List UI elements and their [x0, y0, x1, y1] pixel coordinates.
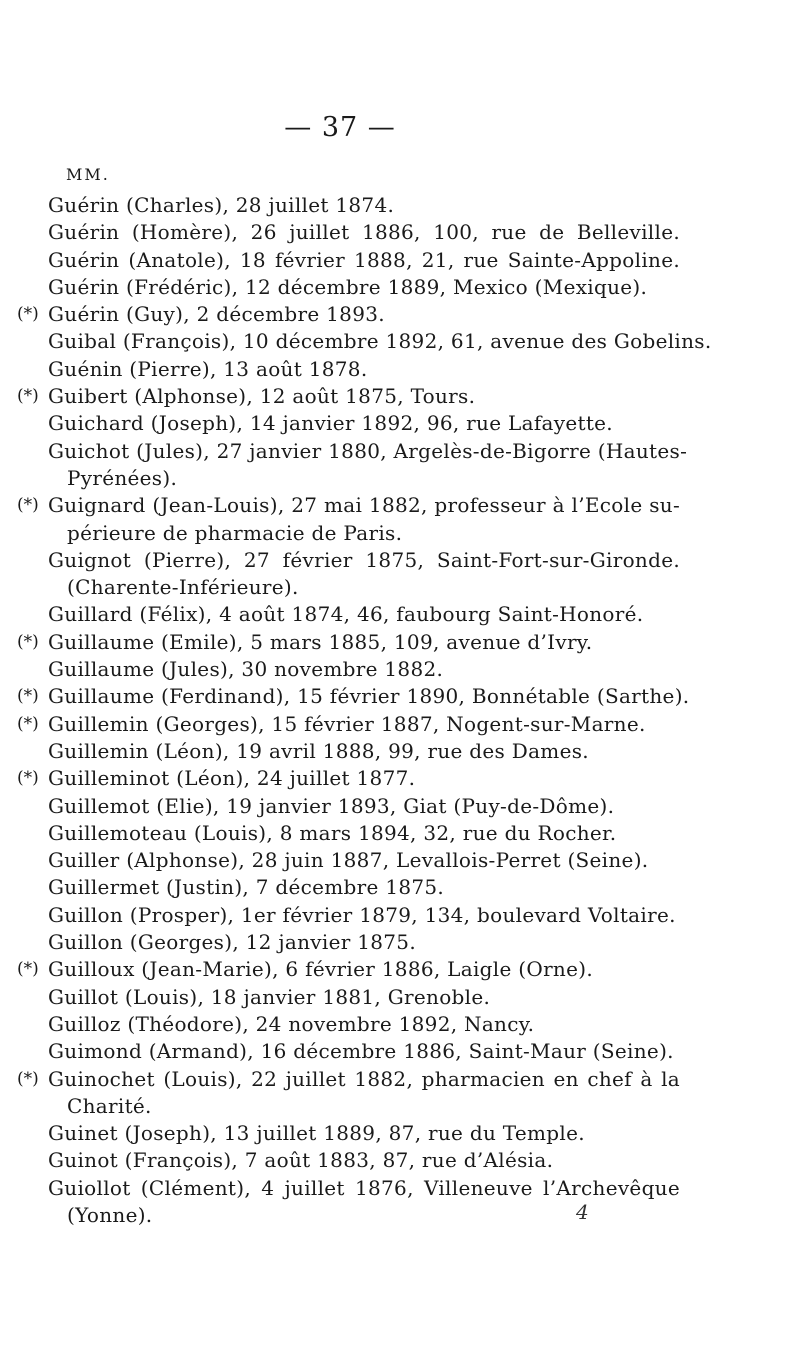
- entry-text: Guignot (Pierre), 27 février 1875, Saint-Fort-sur-Gironde.: [48, 547, 680, 572]
- entry-line: [0, 301, 800, 328]
- entry-line: [0, 738, 800, 765]
- entry-text: Guérin (Charles), 28 juillet 1874.: [48, 193, 395, 217]
- entry-line: [0, 847, 800, 874]
- entry-line: [0, 274, 800, 301]
- entry-continuation-line: [0, 574, 800, 601]
- entry-text: Guillard (Félix), 4 août 1874, 46, faubourg Saint-Honoré.: [48, 602, 644, 627]
- entry-line: [0, 219, 800, 246]
- entry-text: Guibert (Alphonse), 12 août 1875, Tours.: [48, 384, 476, 409]
- entry-line: [0, 956, 800, 983]
- entry-text: Guinochet (Louis), 22 juillet 1882, pharmacien en chef à la: [48, 1066, 680, 1091]
- entry-text: Guillemot (Elie), 19 janvier 1893, Giat (Puy-de-Dôme).: [48, 793, 615, 818]
- entry-text: Guénin (Pierre), 13 août 1878.: [48, 356, 368, 381]
- entry-line: [0, 765, 800, 792]
- entry-text: (Yonne).: [67, 1202, 153, 1227]
- entry-line: [0, 192, 800, 219]
- entry-text: Guilloz (Théodore), 24 novembre 1892, Nancy.: [48, 1011, 535, 1036]
- entry-line: [0, 1066, 800, 1093]
- entry-text: Guérin (Anatole), 18 février 1888, 21, rue Sainte-Appoline.: [48, 247, 680, 272]
- entry-text: Guérin (Frédéric), 12 décembre 1889, Mexico (Mexique).: [48, 274, 648, 299]
- entry-continuation-line: [0, 1202, 800, 1229]
- entry-text: Pyrénées).: [67, 465, 178, 490]
- entry-marker: (*): [17, 1068, 39, 1089]
- entry-text: Guimond (Armand), 16 décembre 1886, Saint-Maur (Seine).: [48, 1039, 674, 1064]
- entry-text: Guillemoteau (Louis), 8 mars 1894, 32, rue du Rocher.: [48, 820, 617, 845]
- entry-text: Guilloux (Jean-Marie), 6 février 1886, Laigle (Orne).: [48, 957, 594, 982]
- entry-marker: (*): [17, 768, 39, 789]
- entry-line: [0, 1038, 800, 1065]
- entry-text: Guillon (Georges), 12 janvier 1875.: [48, 930, 416, 955]
- entry-text: Guiollot (Clément), 4 juillet 1876, Villeneuve l’Archevêque: [48, 1175, 680, 1200]
- entry-text: Guillon (Prosper), 1er février 1879, 134, boulevard Voltaire.: [48, 902, 676, 927]
- entry-line: [0, 356, 800, 383]
- entry-text: Guinot (François), 7 août 1883, 87, rue d’Alésia.: [48, 1148, 554, 1173]
- entry-text: (Charente-Inférieure).: [67, 575, 299, 600]
- entry-text: Guibal (François), 10 décembre 1892, 61, avenue des Gobelins.: [48, 329, 712, 354]
- entry-text: Guinet (Joseph), 13 juillet 1889, 87, rue du Temple.: [48, 1121, 585, 1146]
- entry-line: [0, 711, 800, 738]
- entry-line: [0, 1120, 800, 1147]
- entry-line: [0, 1175, 800, 1202]
- entry-line: [0, 547, 800, 574]
- entry-line: [0, 656, 800, 683]
- entry-line: [0, 902, 800, 929]
- entry-line: [0, 874, 800, 901]
- entry-text: Guillot (Louis), 18 janvier 1881, Grenoble.: [48, 984, 491, 1009]
- entry-text: Guérin (Homère), 26 juillet 1886, 100, rue de Belleville.: [48, 220, 680, 245]
- entry-continuation-line: [0, 1093, 800, 1120]
- entry-text: Guillaume (Ferdinand), 15 février 1890, Bonnétable (Sarthe).: [48, 684, 690, 709]
- entry-text: Guichard (Joseph), 14 janvier 1892, 96, rue Lafayette.: [48, 411, 613, 436]
- entry-text: Guillaume (Jules), 30 novembre 1882.: [48, 657, 444, 682]
- entry-line: [0, 820, 800, 847]
- entry-marker: (*): [17, 386, 39, 407]
- entry-line: [0, 410, 800, 437]
- salutation: MM.: [66, 165, 110, 184]
- entry-marker: (*): [17, 686, 39, 707]
- entry-list: [0, 192, 800, 1229]
- entry-line: [0, 629, 800, 656]
- entry-line: [0, 247, 800, 274]
- entry-continuation-line: [0, 465, 800, 492]
- entry-text: Guillemin (Georges), 15 février 1887, Nogent-sur-Marne.: [48, 711, 646, 736]
- entry-line: [0, 683, 800, 710]
- entry-text: Guillaume (Emile), 5 mars 1885, 109, avenue d’Ivry.: [48, 629, 593, 654]
- entry-marker: (*): [17, 495, 39, 516]
- entry-line: [0, 929, 800, 956]
- entry-line: [0, 1011, 800, 1038]
- entry-marker: (*): [17, 304, 39, 325]
- entry-text: Guilleminot (Léon), 24 juillet 1877.: [48, 766, 416, 791]
- entry-line: [0, 793, 800, 820]
- entry-line: [0, 438, 800, 465]
- signature-mark: 4: [576, 1200, 589, 1224]
- entry-continuation-line: [0, 520, 800, 547]
- entry-text: Guillermet (Justin), 7 décembre 1875.: [48, 875, 445, 900]
- entry-line: [0, 1147, 800, 1174]
- entry-line: [0, 492, 800, 519]
- entry-text: Guillemin (Léon), 19 avril 1888, 99, rue des Dames.: [48, 738, 589, 763]
- page-number: — 37 —: [284, 112, 396, 143]
- entry-text: Guérin (Guy), 2 décembre 1893.: [48, 302, 385, 327]
- entry-text: Guiller (Alphonse), 28 juin 1887, Levallois-Perret (Seine).: [48, 848, 649, 873]
- entry-text: périeure de pharmacie de Paris.: [67, 520, 403, 545]
- entry-text: Guichot (Jules), 27 janvier 1880, Argelès-de-Bigorre (Hautes-: [48, 438, 688, 463]
- entry-line: [0, 601, 800, 628]
- entry-line: [0, 383, 800, 410]
- entry-marker: (*): [17, 631, 39, 652]
- entry-text: Charité.: [67, 1093, 152, 1118]
- entry-marker: (*): [17, 959, 39, 980]
- entry-line: [0, 984, 800, 1011]
- entry-line: [0, 328, 800, 355]
- entry-text: Guignard (Jean-Louis), 27 mai 1882, professeur à l’Ecole su-: [48, 493, 680, 518]
- entry-marker: (*): [17, 713, 39, 734]
